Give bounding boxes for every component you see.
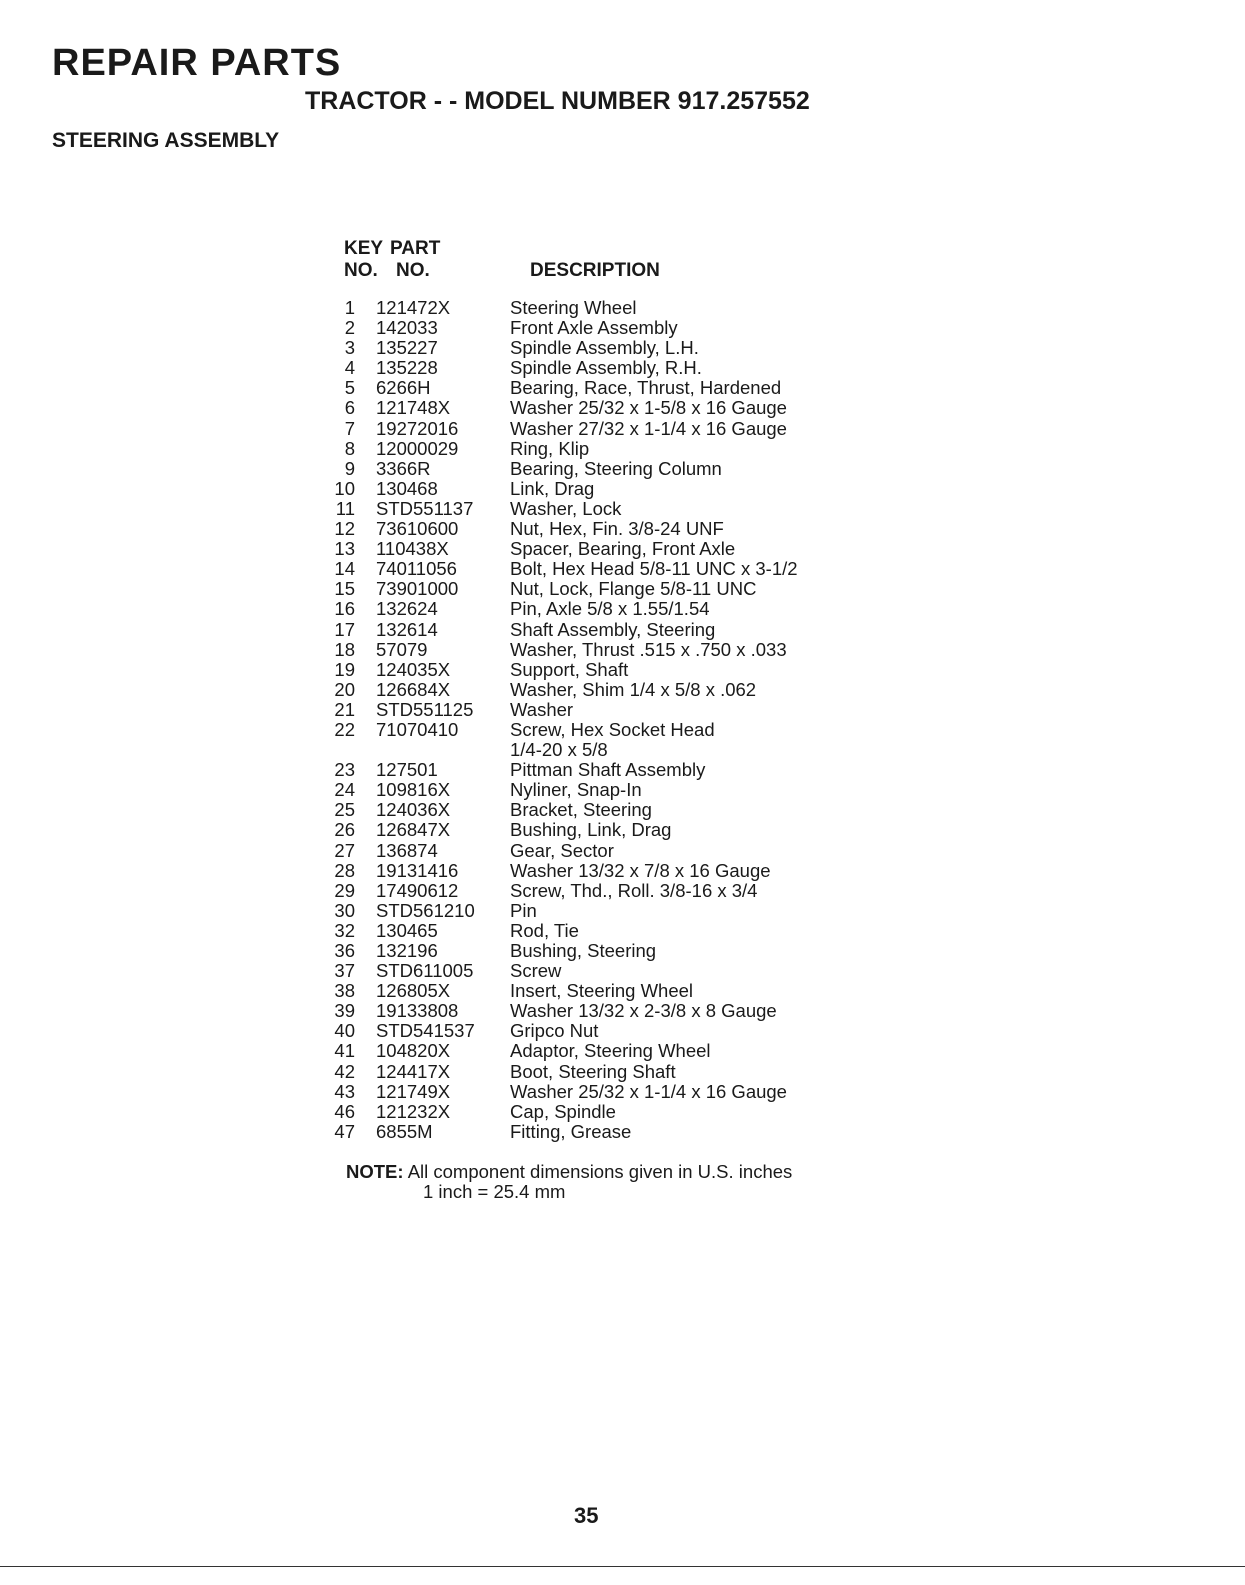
part-number-cell: 121472X: [376, 297, 451, 318]
key-number-cell: 41: [334, 1040, 355, 1062]
key-number-cell: 23: [334, 759, 355, 781]
description-cell: Shaft Assembly, Steering: [510, 618, 716, 640]
part-number-cell: 142033: [376, 317, 438, 339]
part-number-cell: 3366R: [376, 457, 431, 479]
parts-table-row: [330, 398, 890, 418]
key-number-cell: 38: [334, 980, 355, 1002]
parts-table-row: [330, 1082, 890, 1102]
key-number-cell: 42: [334, 1060, 355, 1082]
key-number-cell: 30: [334, 899, 355, 921]
description-cell: Washer 25/32 x 1-5/8 x 16 Gauge: [510, 397, 787, 419]
description-cell: Cap, Spindle: [510, 1100, 616, 1122]
parts-table-row: [330, 961, 890, 981]
description-cell: Pittman Shaft Assembly: [510, 759, 706, 781]
part-number-cell: 17490612: [376, 879, 459, 901]
parts-table-row: [330, 439, 890, 459]
key-number-cell: 1: [344, 297, 355, 318]
description-cell: Pin: [510, 899, 537, 921]
parts-table-row: [330, 579, 890, 599]
key-number-cell: 46: [334, 1100, 355, 1122]
key-number-cell: 43: [334, 1080, 355, 1102]
part-number-cell: 19133808: [376, 1000, 459, 1022]
key-number-cell: 24: [334, 779, 355, 801]
parts-table-row: [330, 981, 890, 1001]
parts-table-row: [330, 378, 890, 398]
description-cell: Bracket, Steering: [510, 799, 652, 821]
parts-table-row: [330, 519, 890, 539]
part-number-cell: 121748X: [376, 397, 451, 419]
key-number-cell: 36: [334, 940, 355, 961]
key-number-cell: 25: [334, 799, 355, 821]
description-cell: Washer 25/32 x 1-1/4 x 16 Gauge: [510, 1080, 787, 1102]
key-number-cell: 13: [334, 538, 355, 560]
parts-table-row: [330, 499, 890, 519]
description-cell: Fitting, Grease: [510, 1120, 632, 1142]
key-number-cell: 27: [334, 839, 355, 861]
parts-table-row: [330, 700, 890, 720]
part-number-cell: 74011056: [376, 558, 457, 580]
part-number-cell: 19131416: [376, 859, 459, 881]
parts-table-row: [330, 1021, 890, 1041]
description-cell: Washer, Shim 1/4 x 5/8 x .062: [510, 678, 757, 700]
key-header-line1: KEY: [344, 238, 384, 259]
key-number-cell: 39: [334, 1000, 355, 1022]
part-number-cell: 136874: [376, 839, 438, 861]
part-number-cell: STD541537: [376, 1020, 475, 1042]
description-cell: Gripco Nut: [510, 1020, 599, 1042]
key-number-cell: 32: [334, 919, 355, 941]
key-number-cell: 17: [334, 618, 355, 640]
key-number-cell: 7: [344, 417, 355, 439]
part-number-cell: 130465: [376, 919, 438, 941]
part-number-cell: 132614: [376, 618, 438, 640]
section-heading: STEERING ASSEMBLY: [52, 129, 280, 152]
key-number-cell: 29: [334, 879, 355, 901]
parts-table-row: [330, 559, 890, 579]
key-number-cell: 28: [334, 859, 355, 881]
parts-table-row: [330, 800, 890, 820]
part-header-line1: PART: [390, 238, 441, 259]
description-cell: Bearing, Race, Thrust, Hardened: [510, 377, 782, 399]
description-cell: Support, Shaft: [510, 658, 629, 680]
part-number-cell: 104820X: [376, 1040, 451, 1062]
description-cell: Washer: [510, 698, 574, 720]
parts-table-row: [330, 780, 890, 800]
parts-table-row: [330, 901, 890, 921]
key-header-line2: NO.: [344, 260, 378, 281]
key-number-cell: 8: [344, 437, 355, 459]
parts-table-row: [330, 358, 890, 378]
part-number-cell: 121749X: [376, 1080, 451, 1102]
key-number-cell: 26: [334, 819, 355, 841]
note-conversion: 1 inch = 25.4 mm: [423, 1181, 566, 1202]
key-number-cell: 4: [344, 357, 355, 379]
key-number-cell: 20: [334, 678, 355, 700]
part-number-cell: STD551137: [376, 497, 474, 519]
part-number-cell: 73610600: [376, 518, 459, 540]
description-cell: Nut, Hex, Fin. 3/8-24 UNF: [510, 518, 724, 540]
parts-table-row: [330, 599, 890, 619]
description-cell: Washer 13/32 x 7/8 x 16 Gauge: [510, 859, 771, 881]
part-number-cell: 19272016: [376, 417, 459, 439]
description-cell: Gear, Sector: [510, 839, 614, 861]
description-cell: Screw: [510, 960, 562, 982]
part-number-cell: 135227: [376, 337, 438, 359]
key-number-cell: 2: [344, 317, 355, 339]
parts-table-row: [330, 459, 890, 479]
description-cell: Insert, Steering Wheel: [510, 980, 694, 1002]
parts-table-row: [330, 941, 890, 961]
key-number-cell: 5: [344, 377, 355, 399]
parts-table-row: [330, 1062, 890, 1082]
parts-table-row: [330, 1001, 890, 1021]
description-cell: Nut, Lock, Flange 5/8-11 UNC: [510, 578, 757, 600]
key-number-cell: 47: [334, 1120, 355, 1142]
parts-table-row: [330, 539, 890, 559]
description-cell: Link, Drag: [510, 477, 595, 499]
key-number-cell: 21: [334, 698, 355, 720]
key-number-cell: 15: [334, 578, 355, 600]
part-number-cell: 73901000: [376, 578, 459, 600]
parts-table-row: [330, 921, 890, 941]
page-bottom-rule: [0, 1566, 1245, 1567]
part-number-cell: 109816X: [376, 779, 451, 801]
key-number-column-header: [344, 238, 383, 282]
part-number-cell: 6266H: [376, 377, 431, 399]
part-number-cell: 57079: [376, 638, 428, 660]
part-number-cell: STD551125: [376, 698, 474, 720]
description-cell: Washer, Thrust .515 x .750 x .033: [510, 638, 787, 660]
parts-table-row: [330, 881, 890, 901]
key-number-cell: 6: [344, 397, 355, 419]
key-number-cell: 18: [334, 638, 355, 660]
description-cell: Boot, Steering Shaft: [510, 1060, 676, 1082]
description-cell: Spacer, Bearing, Front Axle: [510, 538, 736, 560]
description-cell: Washer, Lock: [510, 497, 622, 519]
part-number-cell: 110438X: [376, 538, 449, 560]
part-number-cell: 71070410: [376, 718, 459, 740]
parts-table-row: [330, 820, 890, 840]
part-number-cell: 124036X: [376, 799, 451, 821]
model-number-heading: TRACTOR - - MODEL NUMBER 917.257552: [305, 87, 810, 115]
description-cell: Nyliner, Snap-In: [510, 779, 642, 801]
description-cell: Spindle Assembly, R.H.: [510, 357, 702, 379]
note-label: NOTE:: [346, 1161, 404, 1182]
description-cell: Steering Wheel: [510, 297, 637, 318]
description-cell: Front Axle Assembly: [510, 317, 678, 339]
parts-table-row: [330, 298, 890, 318]
note-text: All component dimensions given in U.S. inches: [407, 1161, 793, 1182]
parts-table-row: [330, 1122, 890, 1142]
key-number-cell: 22: [334, 718, 355, 740]
part-number-cell: 126805X: [376, 980, 451, 1002]
part-number-cell: 130468: [376, 477, 438, 499]
page-number: 35: [574, 1503, 599, 1528]
part-number-cell: 127501: [376, 759, 438, 781]
description-cell: Screw, Hex Socket Head 1/4-20 x 5/8: [510, 718, 715, 761]
part-header-line2: NO.: [396, 260, 430, 281]
parts-table-row: [330, 861, 890, 881]
key-number-cell: 10: [334, 477, 355, 499]
parts-table-row: [330, 620, 890, 640]
key-number-cell: 40: [334, 1020, 355, 1042]
parts-table-row: [330, 419, 890, 439]
key-number-cell: 14: [334, 558, 355, 580]
key-number-cell: 3: [344, 337, 355, 359]
part-number-cell: 6855M: [376, 1120, 433, 1142]
key-number-cell: 16: [334, 598, 355, 620]
key-number-cell: 12: [334, 518, 355, 540]
description-cell: Screw, Thd., Roll. 3/8-16 x 3/4: [510, 879, 758, 901]
description-cell: Washer 13/32 x 2-3/8 x 8 Gauge: [510, 1000, 777, 1022]
part-number-cell: 121232X: [376, 1100, 451, 1122]
description-cell: Bolt, Hex Head 5/8-11 UNC x 3-1/2: [510, 558, 798, 580]
key-number-cell: 9: [344, 457, 355, 479]
parts-table-row: [330, 338, 890, 358]
parts-table-row: [330, 680, 890, 700]
key-number-cell: 19: [334, 658, 355, 680]
part-number-cell: 126684X: [376, 678, 451, 700]
key-number-cell: 37: [334, 960, 355, 982]
description-column-header: DESCRIPTION: [530, 260, 660, 281]
part-number-cell: 126847X: [376, 819, 451, 841]
parts-table-row: [330, 760, 890, 780]
part-number-cell: 132624: [376, 598, 438, 620]
parts-table-row: [330, 479, 890, 499]
part-number-cell: 12000029: [376, 437, 459, 459]
part-number-cell: STD561210: [376, 899, 475, 921]
part-number-cell: 124035X: [376, 658, 451, 680]
description-cell: Washer 27/32 x 1-1/4 x 16 Gauge: [510, 417, 787, 439]
part-number-cell: 132196: [376, 940, 438, 961]
key-number-cell: 11: [335, 497, 355, 519]
parts-list: [330, 298, 890, 1142]
description-cell: Adaptor, Steering Wheel: [510, 1040, 711, 1062]
parts-table-row: [330, 1041, 890, 1061]
description-cell: Bearing, Steering Column: [510, 457, 722, 479]
parts-table-row: [330, 640, 890, 660]
part-number-cell: 124417X: [376, 1060, 451, 1082]
description-cell: Rod, Tie: [510, 919, 579, 941]
description-cell: Ring, Klip: [510, 437, 590, 459]
parts-table-row: [330, 841, 890, 861]
description-cell: Pin, Axle 5/8 x 1.55/1.54: [510, 598, 710, 620]
part-number-cell: STD611005: [376, 960, 474, 982]
part-number-cell: 135228: [376, 357, 438, 379]
part-number-column-header: [390, 238, 440, 282]
description-cell: Bushing, Steering: [510, 940, 657, 961]
page-title: REPAIR PARTS: [52, 42, 342, 84]
dimension-note: [346, 1161, 793, 1202]
parts-table-row: [330, 660, 890, 680]
description-cell: Spindle Assembly, L.H.: [510, 337, 699, 359]
parts-table-row: [330, 318, 890, 338]
parts-table-row: [330, 720, 890, 760]
description-cell: Bushing, Link, Drag: [510, 819, 672, 841]
parts-table-row: [330, 1102, 890, 1122]
